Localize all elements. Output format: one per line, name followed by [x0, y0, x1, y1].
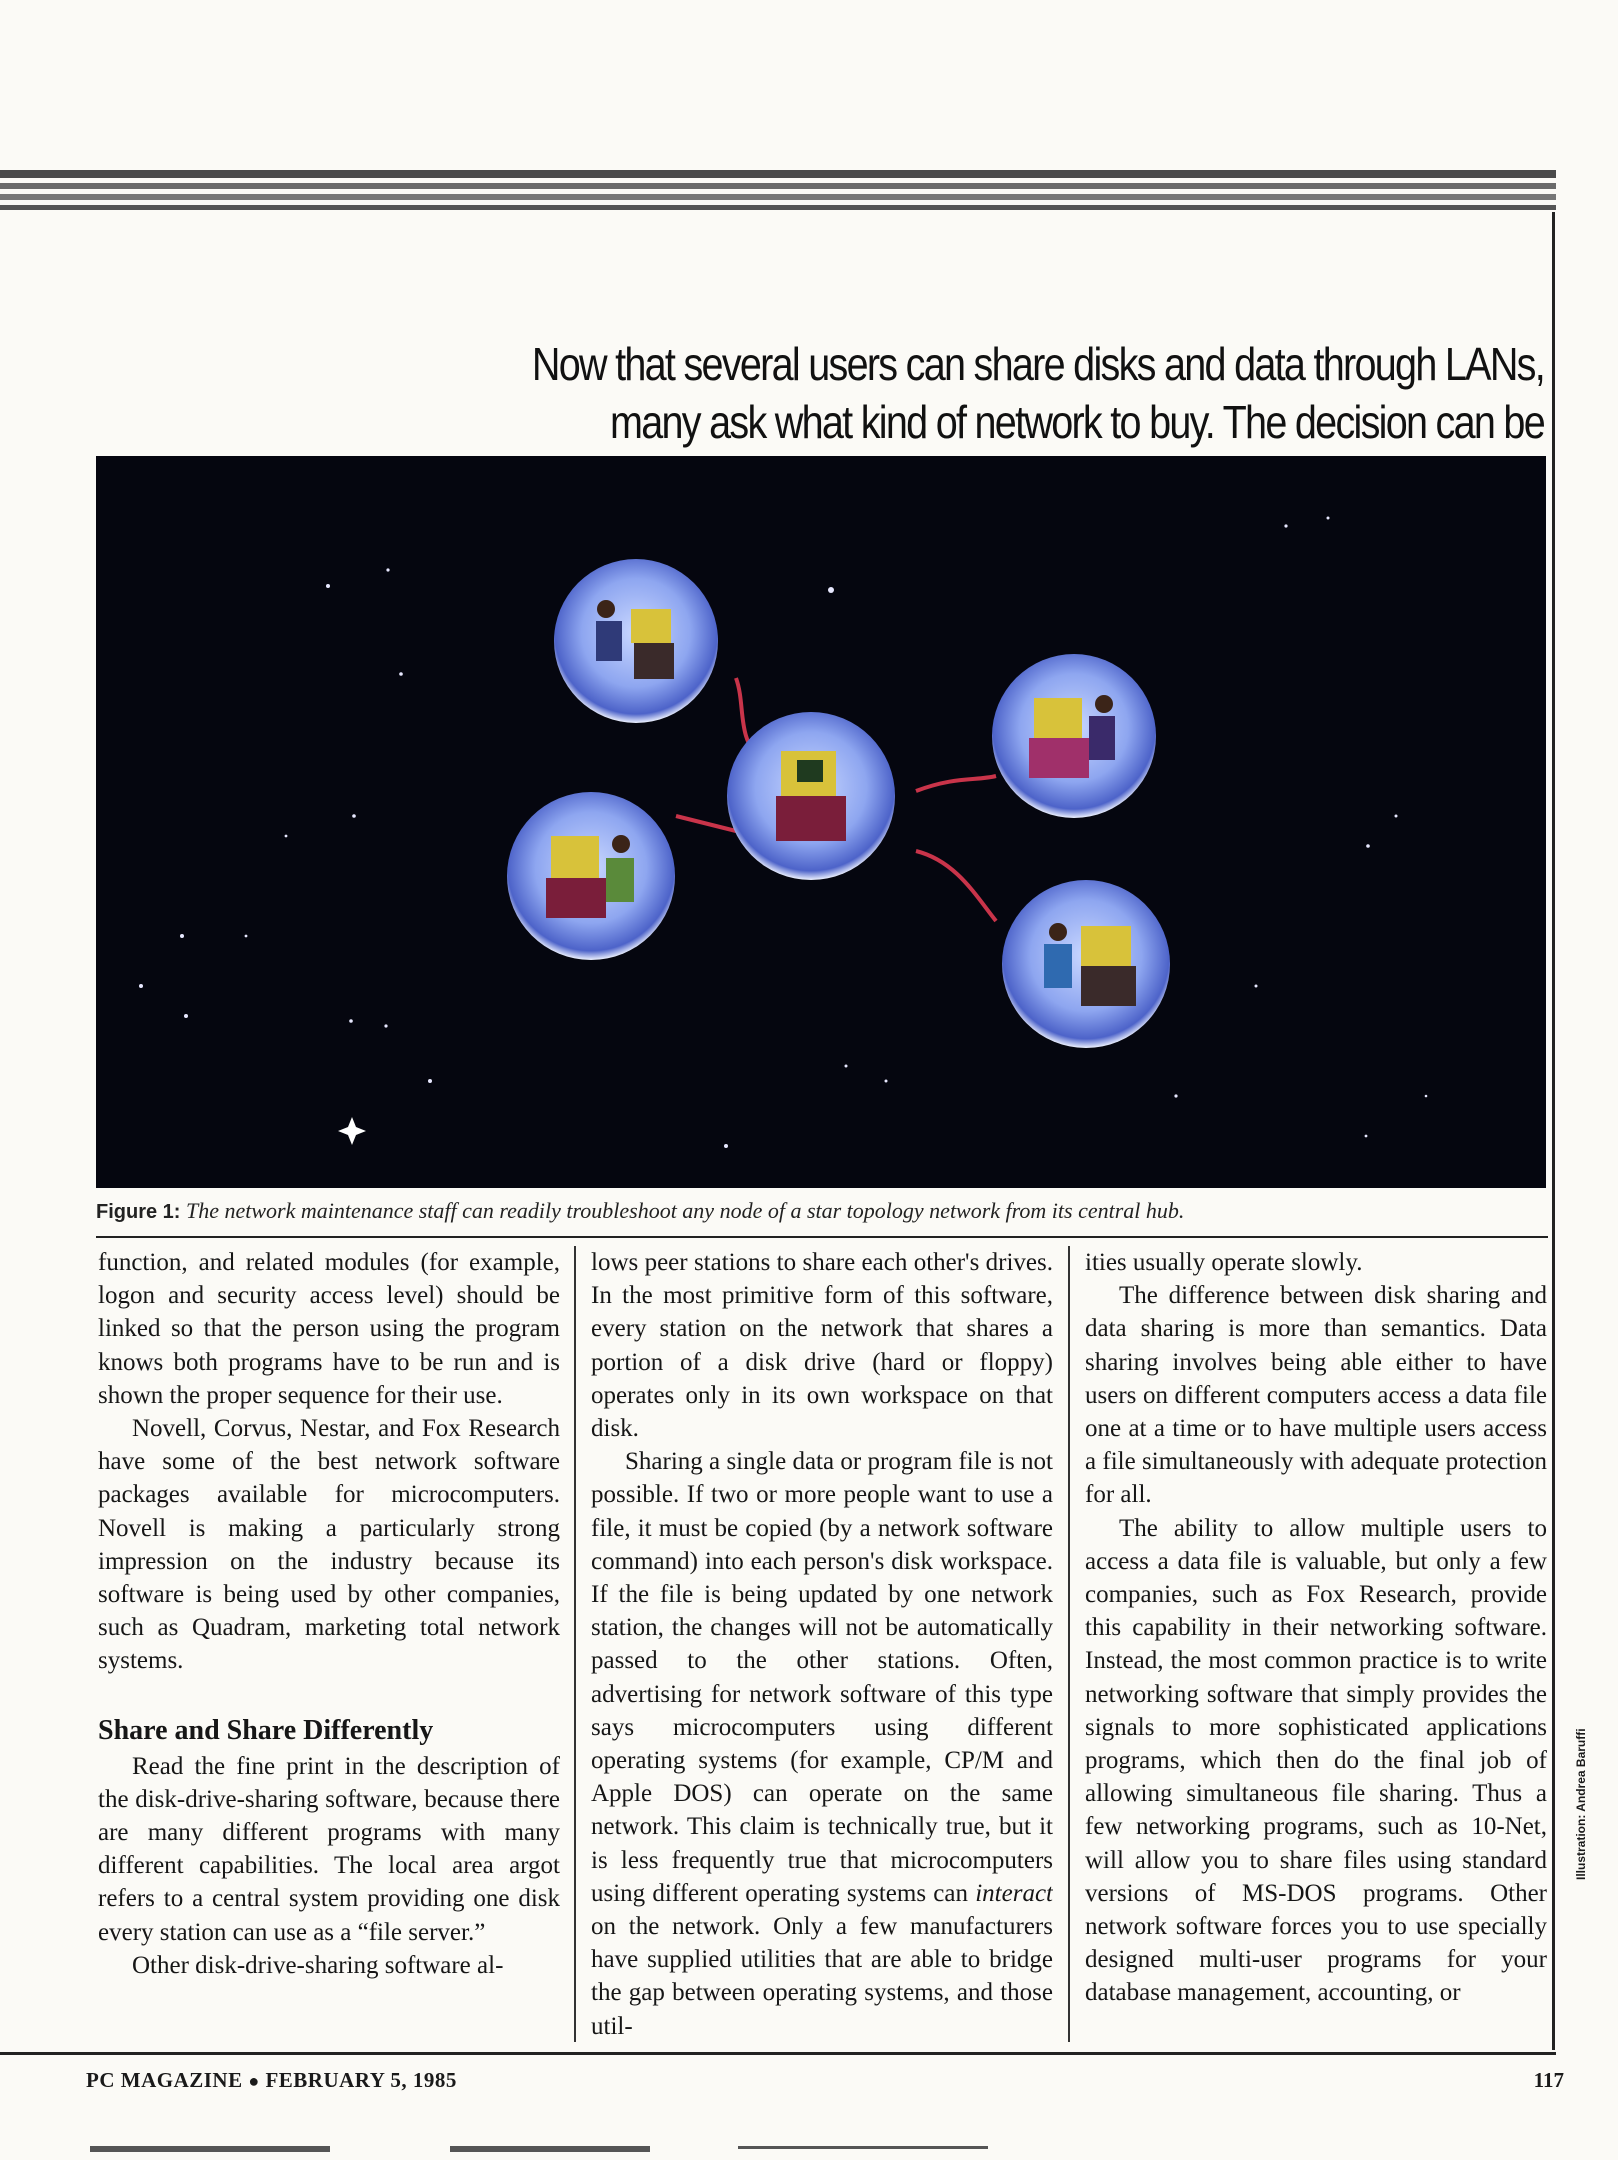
footer-bullet: ●: [248, 2071, 260, 2091]
col2-paragraph-2-tail: on the network. Only a few manufacturers have supplied utilities that are able to bridge the gap between operating systems, and those util-: [591, 1913, 1053, 2040]
headline-line-2: many ask what kind of network to buy. The decision can be: [609, 396, 1544, 448]
col2-emphasis: interact: [975, 1879, 1053, 1907]
col1-paragraph-3: Read the fine print in the description of the disk-drive-sharing software, because there are many different programs with many different capabilities. The local area argot refers to a central system providing one disk every station can use as a “file server.”: [98, 1752, 560, 1946]
col2-paragraph-1: lows peer stations to share each other's drives. In the most primitive form of this software, every station on the network that shares a portion of a disk drive (hard or floppy) operates only in its own workspace on that disk.: [591, 1249, 1053, 1443]
column-divider-2: [1068, 1246, 1070, 2042]
top-rule-1: [0, 170, 1556, 178]
col2-paragraph-2: [591, 1445, 1053, 2043]
bottom-mark-1: [90, 2146, 330, 2152]
col2-paragraph-2-text: Sharing a single data or program file is not possible. If two or more people want to use a file, it must be copied (by a network software command) into each person's disk workspace. If the file is being updated by one network station, the changes will not be automatically passed to the other stations. Often, advertising for network software of this type says microcomputers using different operating systems (for example, CP/M and Apple DOS) can operate on the same network. This claim is technically true, but it is less frequently true that microcomputers using different operating systems can: [591, 1448, 1053, 1907]
col3-paragraph-2: The difference between disk sharing and data sharing is more than semantics. Data sharing involves being able either to have users on different computers access a data file one at a time or to have multiple users access a file simultaneously with adequate protection for all.: [1085, 1282, 1547, 1509]
col1-paragraph-2: Novell, Corvus, Nestar, and Fox Research have some of the best network software packages available for microcomputers. Novell is making a particularly strong impression on the industry because its software is being used by other companies, such as Quadram, marketing total network systems.: [98, 1415, 560, 1675]
column-divider-1: [574, 1246, 576, 2042]
section-heading: Share and Share Differently: [98, 1714, 434, 1746]
bottom-mark-3: [738, 2146, 988, 2149]
top-rule-4: [0, 205, 1556, 210]
top-rule-2: [0, 183, 1556, 189]
star-sparkle: [338, 1117, 366, 1145]
col1-paragraph-4: Other disk-drive-sharing software al-: [132, 1951, 504, 1979]
figure-caption-text: The network maintenance staff can readily troubleshoot any node of a star topology network from its central hub.: [185, 1198, 1185, 1223]
text-column-2: [591, 1246, 1053, 2046]
footer-folio: [86, 2068, 457, 2093]
footer-date: FEBRUARY 5, 1985: [265, 2068, 457, 2092]
col3-paragraph-3: The ability to allow multiple users to access a data file is valuable, but only a few companies, such as Fox Research, provide this capability in their networking software. Instead, the most common practice is to write networking software that simply provides the signals to more sophisticated applications programs, which then do the final job of allowing simultaneous file sharing. Thus a few networking programs, such as 10-Net, will allow you to share files using standard versions of MS-DOS programs. Other network software forces you to use specially designed multi-user programs for your database management, accounting, or: [1085, 1514, 1547, 2007]
top-rule-3: [0, 194, 1556, 200]
bottom-mark-2: [450, 2146, 650, 2152]
star-network-illustration: [96, 456, 1546, 1188]
col3-paragraph-1: ities usually operate slowly.: [1085, 1249, 1363, 1276]
figure-label: Figure 1:: [96, 1201, 181, 1223]
figure-caption: [96, 1198, 1546, 1224]
caption-rule: [96, 1236, 1548, 1238]
frame-right-rule: [1552, 212, 1555, 2050]
page-number: 117: [1533, 2068, 1564, 2092]
text-column-3: [1085, 1246, 1547, 2046]
footer-publication: PC MAGAZINE: [86, 2068, 243, 2092]
illustration-credit: Illustration: Andrea Baruffi: [1574, 1728, 1588, 1880]
text-column-1: [98, 1246, 560, 2046]
headline-line-1: Now that several users can share disks and data through LANs,: [531, 338, 1544, 390]
footer-rule: [0, 2052, 1556, 2055]
col1-paragraph-1: function, and related modules (for example, logon and security access level) should be linked so that the person using the program knows both programs have to be run and is shown the proper sequence for their use.: [98, 1249, 560, 1409]
figure-illustration: [96, 456, 1546, 1188]
